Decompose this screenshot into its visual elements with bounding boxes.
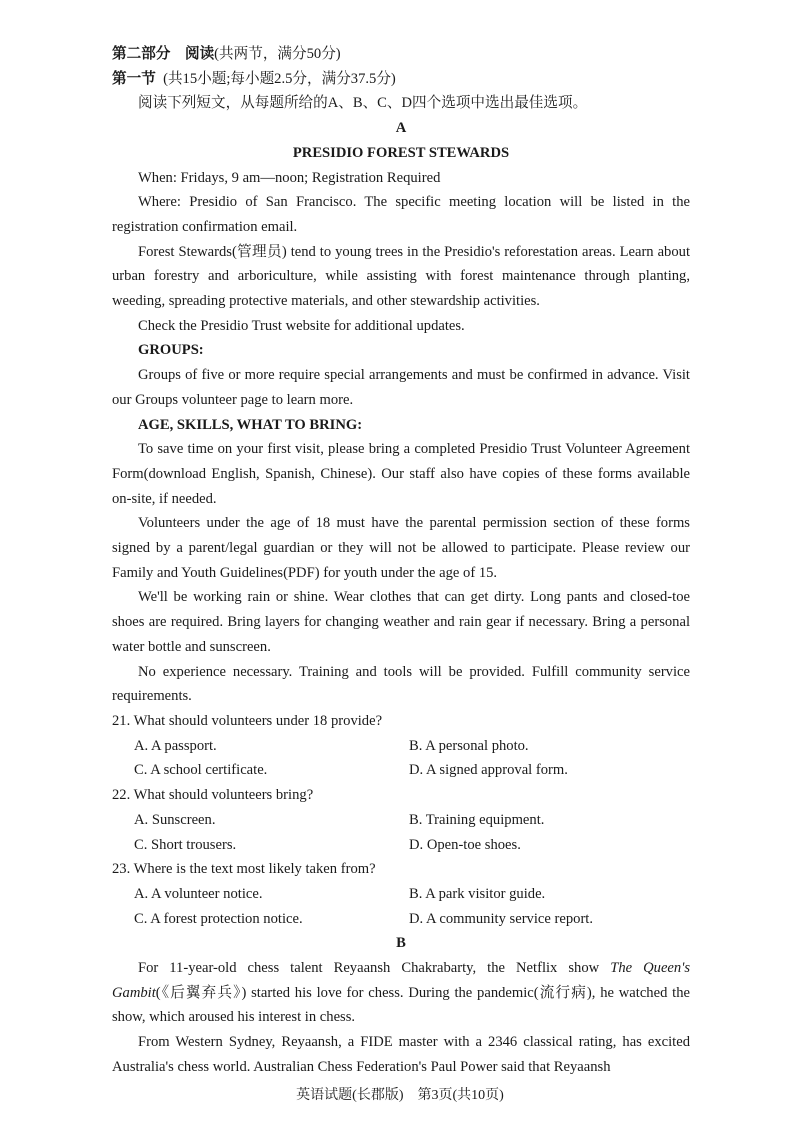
part-note: (共两节，满分50分) [214, 46, 341, 62]
text: For 11-year-old chess talent Reyaansh Chakrabarty, the Netflix show [138, 960, 611, 977]
section-title: 第一节 [112, 70, 156, 87]
question-stem: 23. Where is the text most likely taken from? [112, 861, 376, 878]
section-note: (共15小题;每小题2.5分，满分37.5分) [163, 70, 396, 87]
paragraph: No experience necessary. Training and tools will be provided. Fulfill community service requirements. [112, 663, 690, 705]
paragraph: Check the Presidio Trust website for additional updates. [138, 317, 465, 334]
page-footer: 英语试题(长郡版) 第3页(共10页) [296, 1088, 504, 1103]
paragraph: From Western Sydney, Reyaansh, a FIDE master with a 2346 classical rating, has excited Australia's chess world. Australian Chess Federation's Paul Power said that Reyaansh [112, 1034, 690, 1075]
option-a: A. Sunscreen. [134, 811, 216, 828]
paragraph: Groups of five or more require special arrangements and must be confirmed in advance. Visit our Groups volunteer page to learn more. [112, 367, 690, 408]
paragraph: We'll be working rain or shine. Wear clothes that can get dirty. Long pants and closed-toe shoes are required. Bring layers for changing weather and rain gear if necessary. Bring a personal water bottle and sunscreen. [112, 589, 690, 655]
option-b: B. A personal photo. [409, 737, 529, 754]
text: (《后翼弃兵》) started his love for chess. During the pandemic(流行病), he watched the show, which aroused his interest in chess. [112, 984, 690, 1026]
passage-a-title: PRESIDIO FOREST STEWARDS [292, 144, 510, 161]
option-d: D. A community service report. [409, 910, 594, 927]
groups-heading: GROUPS: [138, 342, 204, 359]
option-d: D. Open-toe shoes. [409, 836, 521, 853]
option-a: A. A passport. [134, 737, 217, 754]
option-b: B. A park visitor guide. [409, 885, 546, 902]
question-23 [112, 857, 690, 931]
paragraph: To save time on your first visit, please bring a completed Presidio Trust Volunteer Agreement Form(download English, Spanish, Chinese). Our staff also have copies of these forms available on-site, if needed. [112, 441, 690, 507]
exam-page [112, 42, 690, 1080]
show-title: The Queen's Gambit [112, 960, 690, 1001]
age-heading: AGE, SKILLS, WHAT TO BRING: [138, 416, 363, 433]
paragraph: Forest Stewards(管理员) tend to young trees in the Presidio's reforestation areas. Learn about urban forestry and arboriculture, while assisting with forest maintenance through planting, weeding, spreading protective materials, and other stewardship activities. [112, 243, 690, 310]
question-21 [112, 709, 690, 783]
option-d: D. A signed approval form. [409, 762, 568, 779]
when-line: When: Fridays, 9 am—noon; Registration Required [138, 169, 441, 186]
where-line: Where: Presidio of San Francisco. The specific meeting location will be listed in the registration confirmation email. [112, 194, 690, 235]
option-c: C. A forest protection notice. [134, 910, 303, 927]
paragraph: Volunteers under the age of 18 must have the parental permission section of these forms signed by a parent/legal guardian or they will not be allowed to participate. Please review our Family and Youth Guidelines(PDF) for youth under the age of 15. [112, 515, 690, 581]
option-c: C. A school certificate. [134, 762, 268, 779]
question-22 [112, 783, 690, 857]
section-heading [112, 67, 690, 92]
question-stem: 21. What should volunteers under 18 provide? [112, 712, 383, 729]
paragraph [112, 956, 690, 1030]
option-c: C. Short trousers. [134, 836, 237, 853]
passage-a-label: A [395, 120, 407, 137]
passage-b-label: B [396, 935, 406, 952]
instruction: 阅读下列短文，从每题所给的A、B、C、D四个选项中选出最佳选项。 [138, 95, 588, 112]
question-stem: 22. What should volunteers bring? [112, 787, 314, 804]
part-heading [112, 42, 690, 67]
option-b: B. Training equipment. [409, 811, 545, 828]
part-title: 第二部分 阅读 [112, 46, 215, 62]
option-a: A. A volunteer notice. [134, 885, 263, 902]
